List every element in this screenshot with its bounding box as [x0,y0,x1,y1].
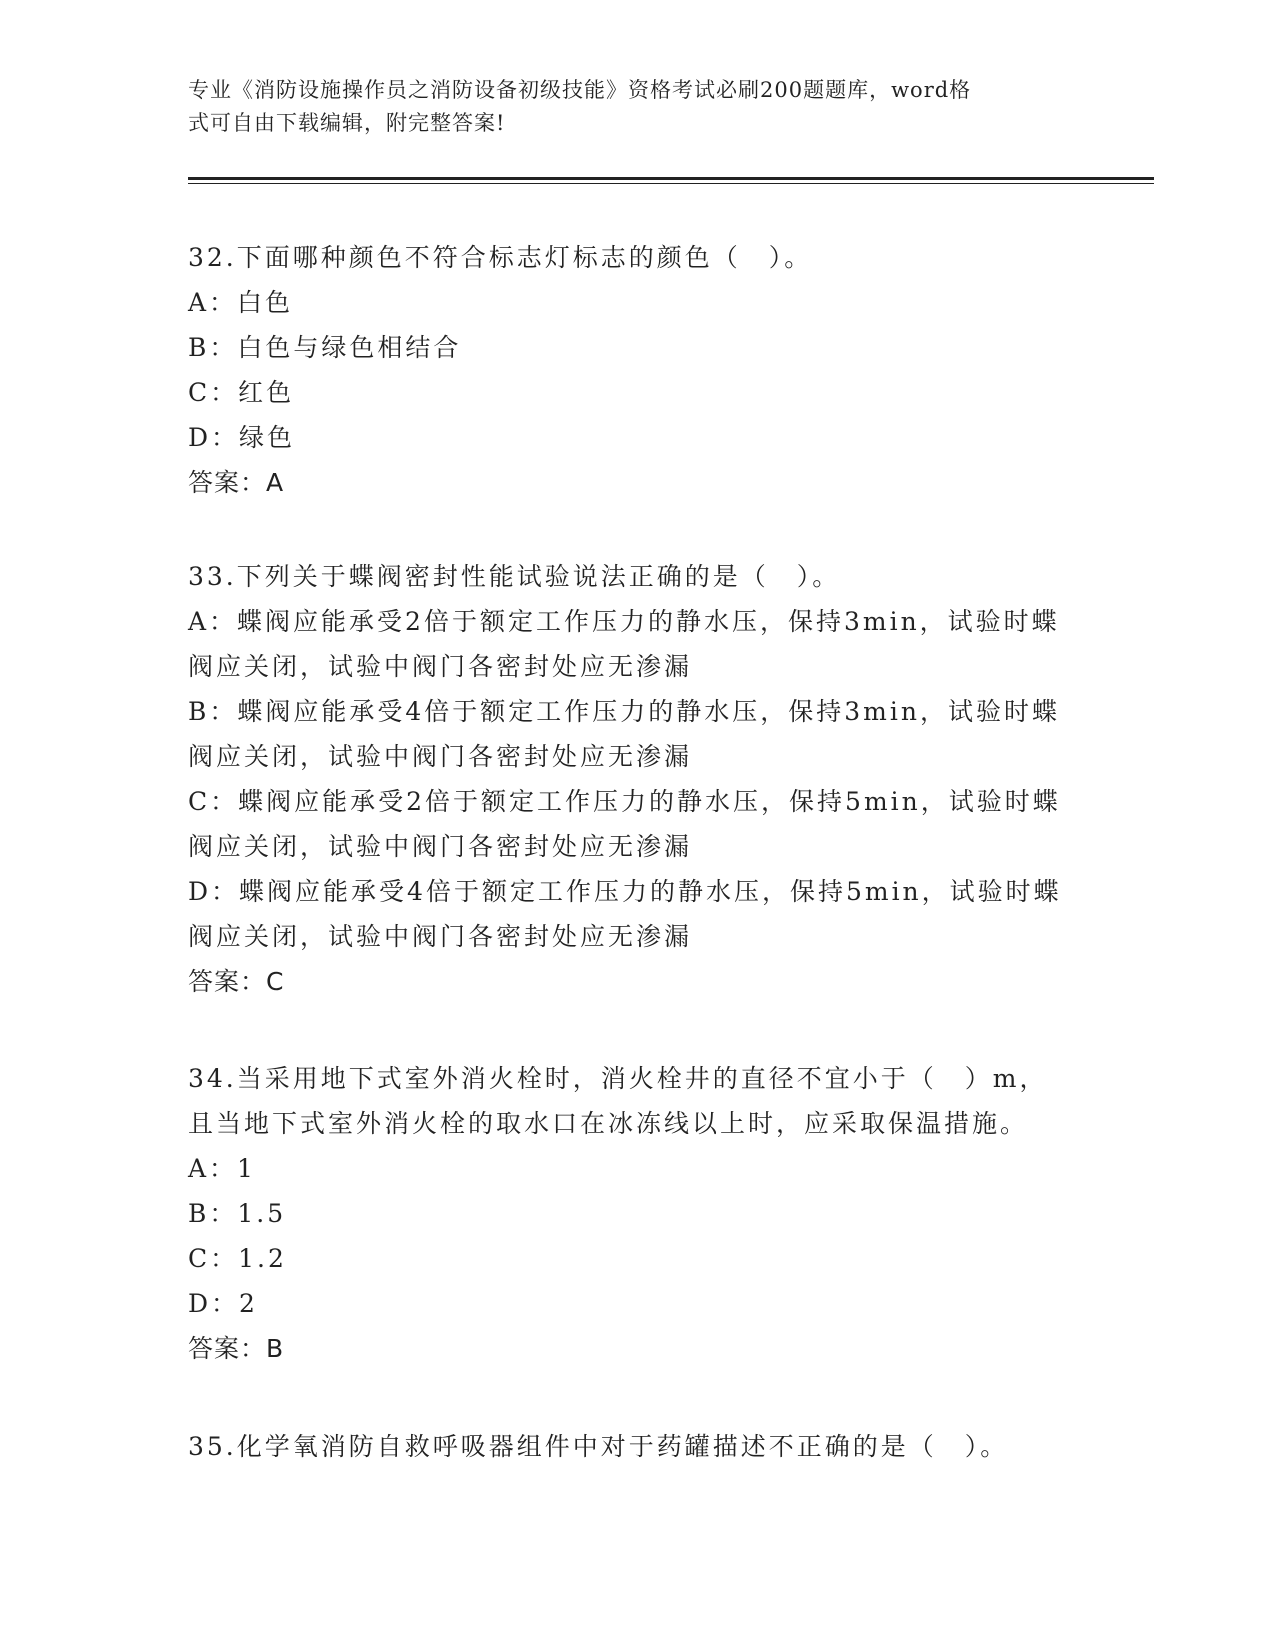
option-d: D：2 [188,1289,258,1318]
option-a: A：1 [188,1154,256,1183]
option-b-continued: 阀应关闭，试验中阀门各密封处应无渗漏 [188,742,693,771]
option-b: B：白色与绿色相结合 [188,333,462,362]
option-d: D：蝶阀应能承受4倍于额定工作压力的静水压，保持5min，试验时蝶 [188,877,1062,906]
header-rule-thick [188,177,1154,180]
header-line-2: 式可自由下载编辑，附完整答案! [188,111,506,135]
option-d-continued: 阀应关闭，试验中阀门各密封处应无渗漏 [188,922,693,951]
question-stem-continued: 且当地下式室外消火栓的取水口在冰冻线以上时，应采取保温措施。 [188,1109,1029,1138]
option-b: B：1.5 [188,1199,287,1228]
option-a: A：白色 [188,288,294,317]
option-a: A：蝶阀应能承受2倍于额定工作压力的静水压，保持3min，试验时蝶 [188,607,1060,636]
document-header [188,74,1068,140]
question-stem: 35.化学氧消防自救呼吸器组件中对于药罐描述不正确的是（ ）。 [188,1432,1009,1461]
option-b: B：蝶阀应能承受4倍于额定工作压力的静水压，保持3min，试验时蝶 [188,697,1060,726]
question-stem: 32.下面哪种颜色不符合标志灯标志的颜色（ ）。 [188,243,813,272]
option-d: D：绿色 [188,423,296,452]
option-c: C：红色 [188,378,295,407]
question-34 [188,1056,1088,1371]
answer-label: 答案：B [188,1334,285,1363]
option-c-continued: 阀应关闭，试验中阀门各密封处应无渗漏 [188,832,693,861]
question-32 [188,235,1088,505]
answer-label: 答案：A [188,468,285,497]
answer-label: 答案：C [188,967,285,996]
question-35 [188,1424,1088,1469]
question-stem: 33.下列关于蝶阀密封性能试验说法正确的是（ ）。 [188,562,841,591]
header-rule-thin [188,183,1154,184]
option-c: C：蝶阀应能承受2倍于额定工作压力的静水压，保持5min，试验时蝶 [188,787,1061,816]
question-33 [188,554,1088,1004]
option-c: C：1.2 [188,1244,287,1273]
header-line-1: 专业《消防设施操作员之消防设备初级技能》资格考试必刷200题题库，word格 [188,78,972,102]
question-stem: 34.当采用地下式室外消火栓时，消火栓井的直径不宜小于（ ）m， [188,1064,1048,1093]
option-a-continued: 阀应关闭，试验中阀门各密封处应无渗漏 [188,652,693,681]
